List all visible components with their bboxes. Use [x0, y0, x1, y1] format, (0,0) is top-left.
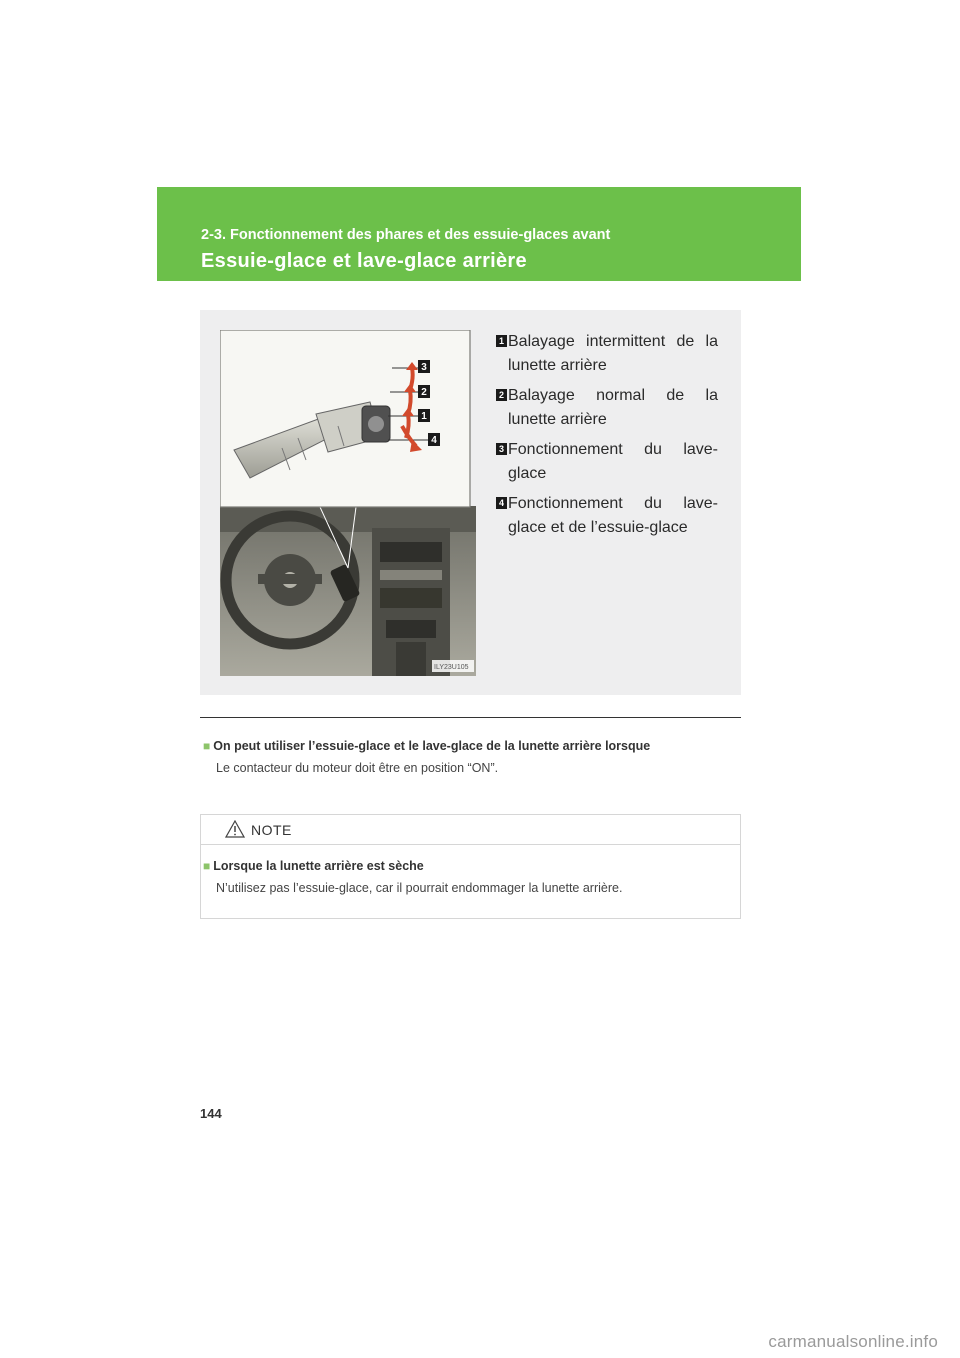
figure-panel [200, 310, 741, 695]
legend-number: 3 [496, 443, 507, 455]
info-heading [203, 739, 741, 753]
info-body: Le contacteur du moteur doit être en position “ON”. [216, 761, 499, 775]
info-heading-text: On peut utiliser l’essuie-glace et le lave-glace de la lunette arrière lorsque [213, 739, 651, 753]
page-title: Essuie-glace et lave-glace arrière [201, 250, 527, 272]
svg-text:2: 2 [421, 387, 427, 398]
info-block [203, 739, 741, 775]
callout-1 [418, 409, 430, 422]
note-title: NOTE [251, 822, 292, 838]
legend-number: 4 [496, 497, 507, 509]
legend-item [492, 330, 718, 378]
svg-text:1: 1 [421, 411, 427, 422]
watermark: carmanualsonline.info [768, 1332, 938, 1351]
note-heading [203, 859, 622, 873]
square-bullet-icon: ■ [203, 739, 211, 753]
note-header [201, 815, 740, 845]
legend-text: Fonctionnement du lave-glace [508, 441, 718, 482]
section-label: 2-3. Fonctionnement des phares et des essuie-glaces avant [201, 227, 611, 243]
callout-4 [428, 433, 440, 446]
callout-3 [418, 360, 430, 373]
note-heading-text: Lorsque la lunette arrière est sèche [213, 859, 424, 873]
legend-text: Fonctionnement du lave-glace et de l’essuie-glace [508, 495, 718, 536]
page-number: 144 [200, 1106, 222, 1121]
section-header [157, 187, 801, 281]
legend-number: 1 [496, 335, 507, 347]
figure-image-code: ILY23U105 [434, 664, 469, 671]
legend-item [492, 438, 718, 486]
warning-triangle-icon [225, 820, 245, 838]
note-body: N’utilisez pas l’essuie-glace, car il pourrait endommager la lunette arrière. [216, 881, 623, 895]
legend-item [492, 384, 718, 432]
svg-text:3: 3 [421, 362, 427, 373]
section-divider [200, 717, 741, 718]
callout-2 [418, 385, 430, 398]
square-bullet-icon: ■ [203, 859, 211, 873]
note-content [203, 859, 622, 895]
note-box [200, 814, 741, 919]
legend-text: Balayage intermittent de la lunette arrière [508, 333, 718, 374]
wiper-lever-illustration [220, 330, 476, 676]
legend-number: 2 [496, 389, 507, 401]
legend-item [492, 492, 718, 540]
svg-text:4: 4 [431, 435, 437, 446]
figure-legend [492, 330, 718, 546]
legend-text: Balayage normal de la lunette arrière [508, 387, 718, 428]
